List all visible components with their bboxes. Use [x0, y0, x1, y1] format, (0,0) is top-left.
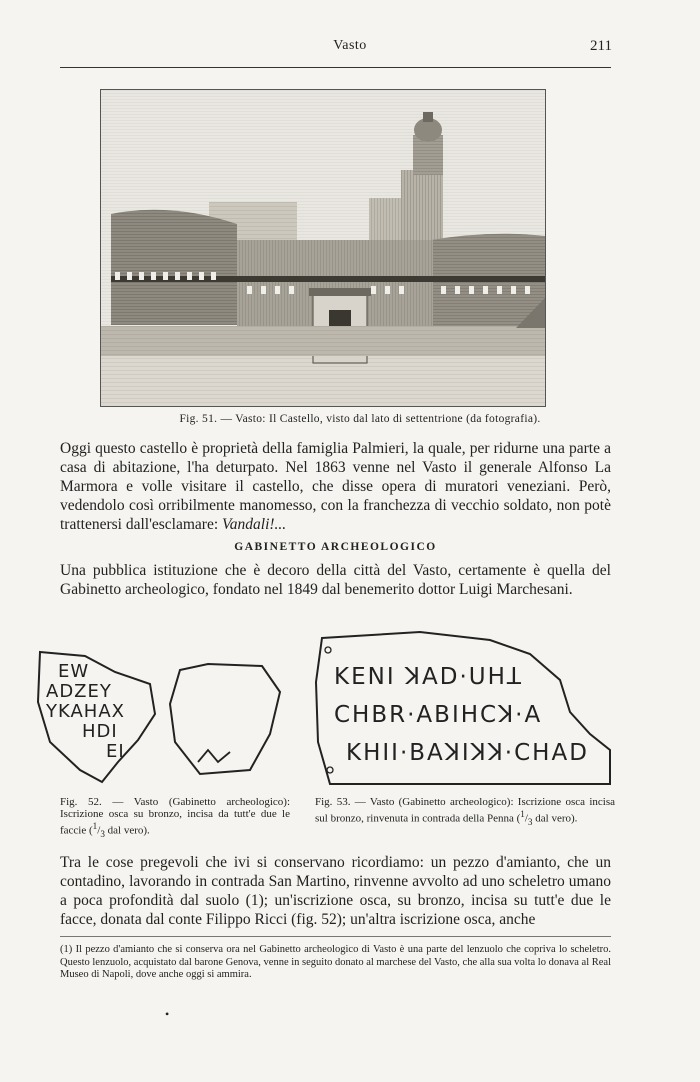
figure-52-caption-prefix: Fig. 52. — Vasto (Gabinetto archeologico): Iscrizione osca su bronzo, incisa da tutt'e due le faccie (: [60, 796, 290, 837]
inscription-52-line: ADZEY: [46, 681, 112, 702]
figure-52-caption: Fig. 52. — Vasto (Gabinetto archeologico): Iscrizione osca su bronzo, incisa da tutt'e due le faccie ($^1/_3$ dal vero).: [60, 796, 290, 839]
inscription-53-line: KENI ꓘAD·UHꓕ: [334, 664, 523, 690]
section-heading: GABINETTO ARCHEOLOGICO: [234, 541, 437, 553]
inscription-52-line: EI: [106, 741, 125, 762]
footnote-rule: [60, 936, 611, 937]
figure-53-caption-suffix: dal vero).: [532, 812, 578, 825]
header-rule: [60, 67, 611, 68]
inscription-53-line: KHII·BAꓘIꓘꓘ·CHAD: [346, 740, 589, 766]
paragraph-castle: [60, 439, 611, 534]
running-title: Vasto: [333, 38, 367, 53]
inscription-52-line: EW: [58, 661, 90, 682]
footnote: (1) Il pezzo d'amianto che si conserva ora nel Gabinetto archeologico di Vasto è una parte del lenzuolo che copriva lo scheletro. Questo lenzuolo, acquistato dal barone Genova, venne in seguito donato al marchese del Vasto, che alla sua volta lo donava al Real Museo di Napoli, dove anche oggi si ammira.: [60, 944, 611, 980]
figure-52-inscription: [46, 662, 158, 762]
paragraph-collection: Tra le cose pregevoli che ivi si conservano ricordiamo: un pezzo d'amianto, che un contadino, lavorando in contrada San Martino, rinvenne avvolto ad uno scheletro umano a poca profondità dal suolo (1); un'iscrizione osca, su bronzo, incisa su tutt'e due le facce, donata dal conte Filippo Ricci (fig. 52); un'altra iscrizione osca, anche: [60, 854, 611, 928]
figure-52-fraction-num: 1: [92, 821, 98, 831]
paragraph-castle-emphasis: Vandali!...: [222, 516, 287, 533]
figure-51-caption: Fig. 51. — Vasto: Il Castello, visto dal lato di settentrione (da fotografia).: [179, 413, 541, 425]
castle-engraving: [100, 89, 546, 407]
inscription-52-line: YKAHAX: [46, 701, 125, 722]
figure-52-caption-suffix: dal vero).: [104, 824, 150, 837]
figure-52-fraction-den: 3: [100, 828, 105, 839]
figure-53-inscription: [334, 658, 614, 772]
inscription-53-line: CHBR·ABIHCꓘ·A: [334, 702, 543, 728]
page-mark: •: [165, 1007, 170, 1021]
figure-53-caption: Fig. 53. — Vasto (Gabinetto archeologico): Iscrizione osca incisa sul bronzo, rinvenuta in contrada della Penna ($^1/_3$ dal vero).: [315, 796, 615, 827]
paragraph-castle-text: Oggi questo castello è proprietà della famiglia Palmieri, la quale, per ridurne una parte a casa di abitazione, l'ha deturpato. Nel 1863 venne nel Vasto il generale Alfonso La Marmora e volle visitare il castello, che disse opera di muratori veneziani. Però, vedendolo così orribilmente manomesso, con la franchezza di vecchio soldato, non potè trattenersi dall'esclamare:: [60, 440, 611, 533]
running-header: [0, 38, 700, 60]
page-number: 211: [590, 38, 612, 54]
figure-53-fraction-num: 1: [520, 809, 525, 819]
inscriptions-figures: [30, 622, 630, 792]
figure-53-caption-prefix: Fig. 53. — Vasto (Gabinetto archeologico): Iscrizione osca incisa sul bronzo, rinvenuta in contrada della Penna (: [315, 796, 615, 825]
inscription-52-line: HDI: [82, 721, 118, 742]
paragraph-gabinetto: Una pubblica istituzione che è decoro della città del Vasto, certamente è quella del Gabinetto archeologico, fondato nel 1849 dal benemerito dottor Luigi Marchesani.: [60, 562, 611, 598]
figure-53-fraction-den: 3: [527, 816, 533, 827]
